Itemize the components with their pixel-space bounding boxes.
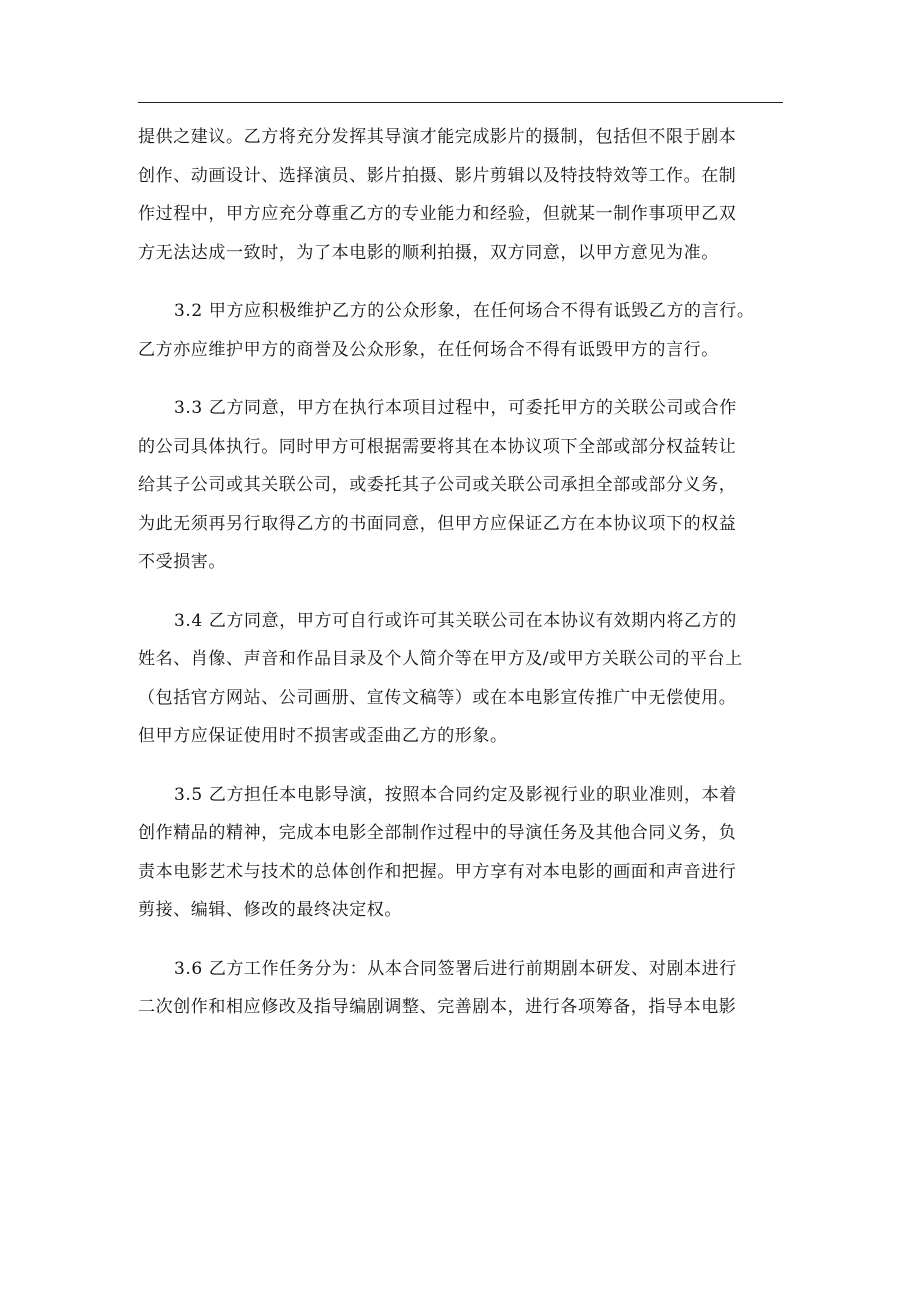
text-line: （包括官方网站、公司画册、宣传文稿等）或在本电影宣传推广中无偿使用。 [138,687,737,708]
text-line: 的公司具体执行。同时甲方可根据需要将其在本协议项下全部或部分权益转让 [138,436,737,457]
text-line: 创作精品的精神，完成本电影全部制作过程中的导演任务及其他合同义务，负 [138,823,737,843]
paragraph-continued [138,118,783,272]
text-line: 二次创作和相应修改及指导编剧调整、完善剧本，进行各项筹备，指导本电影 [138,997,737,1017]
text-line: 责本电影艺术与技术的总体创作和把握。甲方享有对本电影的画面和声音进行 [138,861,737,882]
text-line: 提供之建议。乙方将充分发挥其导演才能完成影片的摄制，包括但不限于剧本 [138,127,737,147]
clause-3-4 [138,602,783,756]
text-line: 姓名、肖像、声音和作品目录及个人简介等在甲方及/或甲方关联公司的平台上 [138,649,743,669]
clause-3-3 [138,389,783,582]
clause-3-5 [138,776,783,930]
clause-3-2 [138,292,783,369]
clause-3-6 [138,950,783,1027]
text-line: 3.5 乙方担任本电影导演，按照本合同约定及影视行业的职业准则，本着 [174,784,737,805]
text-line: 作过程中，甲方应充分尊重乙方的专业能力和经验，但就某一制作事项甲乙双 [138,204,737,224]
text-line: 3.6 乙方工作任务分为：从本合同签署后进行前期剧本研发、对剧本进行 [174,958,737,979]
text-line: 3.4 乙方同意，甲方可自行或许可其关联公司在本协议有效期内将乙方的 [174,610,737,631]
text-line: 3.2 甲方应积极维护乙方的公众形象，在任何场合不得有诋毁乙方的言行。 [174,301,755,321]
text-line: 不受损害。 [138,552,226,572]
text-line: 但甲方应保证使用时不损害或歪曲乙方的形象。 [138,726,508,746]
text-line: 乙方亦应维护甲方的商誉及公众形象，在任何场合不得有诋毁甲方的言行。 [138,339,719,360]
contract-body [138,118,783,1027]
text-line: 创作、动画设计、选择演员、影片拍摄、影片剪辑以及特技特效等工作。在制 [138,165,737,186]
text-line: 给其子公司或其关联公司，或委托其子公司或关联公司承担全部或部分义务， [138,475,737,495]
text-line: 为此无须再另行取得乙方的书面同意，但甲方应保证乙方在本协议项下的权益 [138,513,737,534]
text-line: 3.3 乙方同意，甲方在执行本项目过程中，可委托甲方的关联公司或合作 [174,398,737,418]
text-line: 剪接、编辑、修改的最终决定权。 [138,900,402,920]
text-line: 方无法达成一致时，为了本电影的顺利拍摄，双方同意，以甲方意见为准。 [138,242,719,263]
header-rule [138,102,783,103]
